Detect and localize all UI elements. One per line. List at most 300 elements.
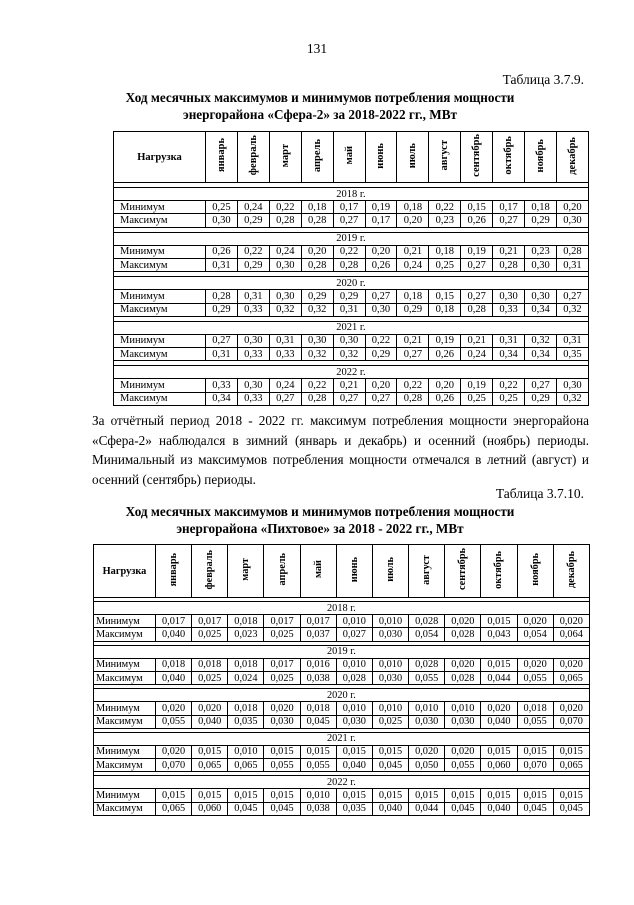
value-cell: 0,020 bbox=[517, 615, 553, 628]
row-label: Минимум bbox=[114, 379, 206, 392]
value-cell: 0,030 bbox=[372, 628, 408, 641]
column-header-month bbox=[237, 132, 269, 183]
value-cell: 0,035 bbox=[228, 715, 264, 728]
table-row bbox=[114, 392, 589, 405]
value-cell: 0,24 bbox=[269, 379, 301, 392]
value-cell: 0,30 bbox=[237, 334, 269, 347]
value-cell: 0,31 bbox=[269, 334, 301, 347]
value-cell: 0,054 bbox=[517, 628, 553, 641]
month-label: май bbox=[312, 560, 324, 579]
value-cell: 0,32 bbox=[556, 303, 588, 316]
value-cell: 0,32 bbox=[556, 392, 588, 405]
value-cell: 0,015 bbox=[264, 745, 300, 758]
value-cell: 0,020 bbox=[264, 702, 300, 715]
column-header-month bbox=[365, 132, 397, 183]
value-cell: 0,21 bbox=[333, 379, 365, 392]
month-label: ноябрь bbox=[529, 553, 541, 586]
value-cell: 0,017 bbox=[300, 615, 336, 628]
value-cell: 0,015 bbox=[445, 789, 481, 802]
value-cell: 0,30 bbox=[525, 258, 557, 271]
value-cell: 0,018 bbox=[192, 658, 228, 671]
value-cell: 0,045 bbox=[553, 802, 589, 815]
value-cell: 0,010 bbox=[445, 702, 481, 715]
value-cell: 0,34 bbox=[525, 348, 557, 361]
value-cell: 0,17 bbox=[333, 201, 365, 214]
column-header-month bbox=[517, 545, 553, 598]
value-cell: 0,25 bbox=[429, 258, 461, 271]
value-cell: 0,015 bbox=[517, 789, 553, 802]
value-cell: 0,34 bbox=[493, 348, 525, 361]
value-cell: 0,028 bbox=[409, 615, 445, 628]
column-header-month bbox=[461, 132, 493, 183]
value-cell: 0,27 bbox=[461, 290, 493, 303]
value-cell: 0,030 bbox=[409, 715, 445, 728]
value-cell: 0,024 bbox=[228, 671, 264, 684]
column-header-month bbox=[556, 132, 588, 183]
column-header-month bbox=[429, 132, 461, 183]
row-label: Максимум bbox=[94, 802, 156, 815]
value-cell: 0,21 bbox=[493, 245, 525, 258]
value-cell: 0,028 bbox=[445, 671, 481, 684]
value-cell: 0,23 bbox=[525, 245, 557, 258]
value-cell: 0,055 bbox=[445, 759, 481, 772]
table-row bbox=[114, 334, 589, 347]
value-cell: 0,035 bbox=[336, 802, 372, 815]
value-cell: 0,25 bbox=[461, 392, 493, 405]
table-row bbox=[94, 702, 590, 715]
value-cell: 0,015 bbox=[372, 789, 408, 802]
value-cell: 0,30 bbox=[269, 258, 301, 271]
body-paragraph: За отчётный период 2018 - 2022 гг. максимум потребления мощности энергорайона «Сфера-2» наблюдался в зимний (январь и декабрь) и осенний (ноябрь) периоды. Минимальный из максимумов потребления мощности отмечался в летний (август) и осенний (сентябрь) периоды. bbox=[92, 413, 589, 487]
row-label: Максимум bbox=[114, 214, 206, 227]
value-cell: 0,015 bbox=[336, 789, 372, 802]
table-row bbox=[114, 214, 589, 227]
value-cell: 0,19 bbox=[365, 201, 397, 214]
table-row bbox=[94, 671, 590, 684]
value-cell: 0,28 bbox=[269, 214, 301, 227]
value-cell: 0,22 bbox=[237, 245, 269, 258]
column-header-load: Нагрузка bbox=[114, 132, 206, 183]
value-cell: 0,017 bbox=[264, 615, 300, 628]
value-cell: 0,30 bbox=[493, 290, 525, 303]
value-cell: 0,065 bbox=[228, 759, 264, 772]
table-row bbox=[94, 658, 590, 671]
value-cell: 0,31 bbox=[237, 290, 269, 303]
value-cell: 0,060 bbox=[192, 802, 228, 815]
value-cell: 0,065 bbox=[553, 671, 589, 684]
value-cell: 0,24 bbox=[237, 201, 269, 214]
value-cell: 0,030 bbox=[264, 715, 300, 728]
value-cell: 0,038 bbox=[300, 802, 336, 815]
value-cell: 0,33 bbox=[237, 348, 269, 361]
column-header-month bbox=[409, 545, 445, 598]
value-cell: 0,29 bbox=[333, 290, 365, 303]
value-cell: 0,22 bbox=[429, 201, 461, 214]
value-cell: 0,020 bbox=[156, 702, 192, 715]
value-cell: 0,040 bbox=[156, 671, 192, 684]
value-cell: 0,27 bbox=[269, 392, 301, 405]
table2-title-line1: Ход месячных максимумов и минимумов потребления мощности bbox=[125, 504, 515, 519]
value-cell: 0,28 bbox=[556, 245, 588, 258]
value-cell: 0,018 bbox=[517, 702, 553, 715]
value-cell: 0,020 bbox=[481, 702, 517, 715]
value-cell: 0,28 bbox=[461, 303, 493, 316]
month-label: февраль bbox=[247, 135, 259, 176]
value-cell: 0,044 bbox=[481, 671, 517, 684]
value-cell: 0,15 bbox=[461, 201, 493, 214]
row-label: Максимум bbox=[94, 759, 156, 772]
value-cell: 0,030 bbox=[372, 671, 408, 684]
value-cell: 0,055 bbox=[300, 759, 336, 772]
value-cell: 0,015 bbox=[156, 789, 192, 802]
value-cell: 0,27 bbox=[556, 290, 588, 303]
month-label: февраль bbox=[204, 549, 216, 590]
value-cell: 0,020 bbox=[192, 702, 228, 715]
table-row bbox=[114, 258, 589, 271]
value-cell: 0,015 bbox=[409, 789, 445, 802]
value-cell: 0,26 bbox=[429, 392, 461, 405]
year-label: 2021 г. bbox=[114, 321, 589, 334]
value-cell: 0,18 bbox=[429, 303, 461, 316]
row-label: Минимум bbox=[94, 745, 156, 758]
table-row bbox=[94, 628, 590, 641]
column-header-month bbox=[493, 132, 525, 183]
year-label: 2022 г. bbox=[114, 366, 589, 379]
value-cell: 0,018 bbox=[228, 658, 264, 671]
value-cell: 0,027 bbox=[336, 628, 372, 641]
value-cell: 0,010 bbox=[372, 658, 408, 671]
value-cell: 0,015 bbox=[300, 745, 336, 758]
value-cell: 0,20 bbox=[365, 379, 397, 392]
value-cell: 0,27 bbox=[397, 348, 429, 361]
month-label: декабрь bbox=[565, 550, 577, 589]
value-cell: 0,30 bbox=[237, 379, 269, 392]
column-header-month bbox=[269, 132, 301, 183]
column-header-month bbox=[206, 132, 238, 183]
month-label: октябрь bbox=[503, 136, 515, 175]
row-label: Максимум bbox=[114, 348, 206, 361]
value-cell: 0,33 bbox=[269, 348, 301, 361]
table2-pikhtovoe bbox=[93, 544, 590, 816]
value-cell: 0,28 bbox=[397, 392, 429, 405]
value-cell: 0,040 bbox=[192, 715, 228, 728]
value-cell: 0,065 bbox=[156, 802, 192, 815]
value-cell: 0,040 bbox=[156, 628, 192, 641]
page-number: 131 bbox=[306, 41, 328, 56]
value-cell: 0,015 bbox=[228, 789, 264, 802]
value-cell: 0,045 bbox=[445, 802, 481, 815]
table-row bbox=[114, 348, 589, 361]
year-row bbox=[114, 188, 589, 201]
value-cell: 0,27 bbox=[493, 214, 525, 227]
value-cell: 0,31 bbox=[556, 334, 588, 347]
column-header-month bbox=[336, 545, 372, 598]
value-cell: 0,015 bbox=[192, 789, 228, 802]
value-cell: 0,010 bbox=[300, 789, 336, 802]
value-cell: 0,15 bbox=[429, 290, 461, 303]
value-cell: 0,064 bbox=[553, 628, 589, 641]
table-row bbox=[94, 802, 590, 815]
row-label: Максимум bbox=[114, 258, 206, 271]
value-cell: 0,055 bbox=[517, 671, 553, 684]
value-cell: 0,015 bbox=[553, 789, 589, 802]
value-cell: 0,27 bbox=[333, 392, 365, 405]
year-label: 2020 г. bbox=[94, 689, 590, 702]
value-cell: 0,010 bbox=[336, 702, 372, 715]
value-cell: 0,025 bbox=[192, 671, 228, 684]
value-cell: 0,28 bbox=[301, 392, 333, 405]
value-cell: 0,015 bbox=[553, 745, 589, 758]
value-cell: 0,21 bbox=[397, 245, 429, 258]
value-cell: 0,34 bbox=[525, 303, 557, 316]
value-cell: 0,21 bbox=[397, 334, 429, 347]
year-row bbox=[94, 645, 590, 658]
value-cell: 0,015 bbox=[481, 745, 517, 758]
month-label: апрель bbox=[311, 138, 323, 173]
value-cell: 0,020 bbox=[553, 658, 589, 671]
value-cell: 0,35 bbox=[556, 348, 588, 361]
month-label: июль bbox=[385, 557, 397, 582]
value-cell: 0,30 bbox=[525, 290, 557, 303]
row-label: Минимум bbox=[114, 201, 206, 214]
value-cell: 0,015 bbox=[192, 745, 228, 758]
table-row bbox=[114, 379, 589, 392]
value-cell: 0,23 bbox=[429, 214, 461, 227]
row-label: Минимум bbox=[94, 702, 156, 715]
header-row bbox=[94, 545, 590, 598]
table-row bbox=[94, 759, 590, 772]
value-cell: 0,28 bbox=[333, 258, 365, 271]
value-cell: 0,18 bbox=[429, 245, 461, 258]
value-cell: 0,30 bbox=[269, 290, 301, 303]
column-header-month bbox=[192, 545, 228, 598]
row-label: Минимум bbox=[94, 789, 156, 802]
column-header-month bbox=[553, 545, 589, 598]
column-header-load: Нагрузка bbox=[94, 545, 156, 598]
value-cell: 0,22 bbox=[397, 379, 429, 392]
value-cell: 0,32 bbox=[333, 348, 365, 361]
value-cell: 0,017 bbox=[192, 615, 228, 628]
month-label: январь bbox=[168, 552, 180, 587]
value-cell: 0,010 bbox=[372, 615, 408, 628]
value-cell: 0,020 bbox=[445, 658, 481, 671]
value-cell: 0,055 bbox=[264, 759, 300, 772]
value-cell: 0,010 bbox=[372, 702, 408, 715]
value-cell: 0,27 bbox=[333, 214, 365, 227]
value-cell: 0,29 bbox=[397, 303, 429, 316]
table-row bbox=[94, 745, 590, 758]
value-cell: 0,045 bbox=[264, 802, 300, 815]
table1-title-line1: Ход месячных максимумов и минимумов потребления мощности bbox=[125, 90, 515, 105]
month-label: сентябрь bbox=[471, 134, 483, 177]
value-cell: 0,32 bbox=[301, 303, 333, 316]
value-cell: 0,020 bbox=[553, 615, 589, 628]
value-cell: 0,045 bbox=[228, 802, 264, 815]
value-cell: 0,26 bbox=[206, 245, 238, 258]
value-cell: 0,28 bbox=[301, 258, 333, 271]
value-cell: 0,018 bbox=[300, 702, 336, 715]
month-label: январь bbox=[215, 138, 227, 173]
value-cell: 0,25 bbox=[206, 201, 238, 214]
value-cell: 0,044 bbox=[409, 802, 445, 815]
month-label: май bbox=[343, 146, 355, 165]
value-cell: 0,29 bbox=[365, 348, 397, 361]
value-cell: 0,29 bbox=[237, 258, 269, 271]
row-label: Максимум bbox=[94, 715, 156, 728]
value-cell: 0,20 bbox=[556, 201, 588, 214]
table2-title bbox=[60, 503, 580, 537]
value-cell: 0,065 bbox=[192, 759, 228, 772]
value-cell: 0,030 bbox=[336, 715, 372, 728]
value-cell: 0,27 bbox=[461, 258, 493, 271]
value-cell: 0,017 bbox=[156, 615, 192, 628]
table1-title bbox=[60, 89, 580, 123]
value-cell: 0,22 bbox=[365, 334, 397, 347]
row-label: Минимум bbox=[114, 334, 206, 347]
month-label: апрель bbox=[276, 553, 288, 586]
value-cell: 0,18 bbox=[397, 290, 429, 303]
value-cell: 0,31 bbox=[493, 334, 525, 347]
value-cell: 0,26 bbox=[365, 258, 397, 271]
value-cell: 0,19 bbox=[429, 334, 461, 347]
value-cell: 0,025 bbox=[192, 628, 228, 641]
year-label: 2022 г. bbox=[94, 776, 590, 789]
value-cell: 0,21 bbox=[461, 334, 493, 347]
table-row bbox=[114, 303, 589, 316]
column-header-month bbox=[228, 545, 264, 598]
value-cell: 0,19 bbox=[461, 379, 493, 392]
year-row bbox=[114, 232, 589, 245]
year-row bbox=[94, 689, 590, 702]
value-cell: 0,26 bbox=[429, 348, 461, 361]
value-cell: 0,27 bbox=[365, 392, 397, 405]
value-cell: 0,24 bbox=[461, 348, 493, 361]
value-cell: 0,018 bbox=[156, 658, 192, 671]
month-label: март bbox=[279, 143, 291, 168]
value-cell: 0,040 bbox=[336, 759, 372, 772]
table1-caption: Таблица 3.7.9. bbox=[502, 72, 584, 87]
table2-caption: Таблица 3.7.10. bbox=[495, 486, 584, 501]
value-cell: 0,27 bbox=[206, 334, 238, 347]
header-row bbox=[114, 132, 589, 183]
year-label: 2019 г. bbox=[114, 232, 589, 245]
value-cell: 0,30 bbox=[301, 334, 333, 347]
value-cell: 0,010 bbox=[336, 615, 372, 628]
value-cell: 0,010 bbox=[336, 658, 372, 671]
value-cell: 0,055 bbox=[409, 671, 445, 684]
value-cell: 0,22 bbox=[301, 379, 333, 392]
value-cell: 0,016 bbox=[300, 658, 336, 671]
column-header-month bbox=[264, 545, 300, 598]
value-cell: 0,31 bbox=[333, 303, 365, 316]
column-header-month bbox=[445, 545, 481, 598]
value-cell: 0,060 bbox=[481, 759, 517, 772]
value-cell: 0,33 bbox=[206, 379, 238, 392]
row-label: Максимум bbox=[114, 392, 206, 405]
month-label: август bbox=[439, 140, 451, 171]
value-cell: 0,32 bbox=[525, 334, 557, 347]
value-cell: 0,26 bbox=[461, 214, 493, 227]
year-label: 2021 г. bbox=[94, 732, 590, 745]
year-row bbox=[94, 732, 590, 745]
year-row bbox=[114, 321, 589, 334]
value-cell: 0,29 bbox=[525, 214, 557, 227]
value-cell: 0,015 bbox=[481, 789, 517, 802]
value-cell: 0,017 bbox=[264, 658, 300, 671]
value-cell: 0,045 bbox=[372, 759, 408, 772]
row-label: Максимум bbox=[94, 628, 156, 641]
value-cell: 0,28 bbox=[301, 214, 333, 227]
value-cell: 0,020 bbox=[517, 658, 553, 671]
value-cell: 0,020 bbox=[156, 745, 192, 758]
value-cell: 0,020 bbox=[409, 745, 445, 758]
row-label: Минимум bbox=[114, 290, 206, 303]
value-cell: 0,27 bbox=[365, 290, 397, 303]
value-cell: 0,22 bbox=[269, 201, 301, 214]
column-header-month bbox=[481, 545, 517, 598]
value-cell: 0,32 bbox=[301, 348, 333, 361]
value-cell: 0,33 bbox=[237, 392, 269, 405]
month-label: декабрь bbox=[566, 136, 578, 175]
value-cell: 0,31 bbox=[206, 258, 238, 271]
year-label: 2018 г. bbox=[94, 602, 590, 615]
value-cell: 0,20 bbox=[429, 379, 461, 392]
value-cell: 0,023 bbox=[228, 628, 264, 641]
value-cell: 0,070 bbox=[517, 759, 553, 772]
value-cell: 0,31 bbox=[556, 258, 588, 271]
value-cell: 0,25 bbox=[493, 392, 525, 405]
row-label: Минимум bbox=[114, 245, 206, 258]
value-cell: 0,29 bbox=[525, 392, 557, 405]
value-cell: 0,040 bbox=[372, 802, 408, 815]
row-label: Максимум bbox=[114, 303, 206, 316]
value-cell: 0,30 bbox=[556, 214, 588, 227]
value-cell: 0,18 bbox=[397, 201, 429, 214]
value-cell: 0,20 bbox=[301, 245, 333, 258]
value-cell: 0,33 bbox=[237, 303, 269, 316]
value-cell: 0,030 bbox=[445, 715, 481, 728]
value-cell: 0,015 bbox=[372, 745, 408, 758]
column-header-month bbox=[372, 545, 408, 598]
value-cell: 0,065 bbox=[553, 759, 589, 772]
value-cell: 0,037 bbox=[300, 628, 336, 641]
value-cell: 0,27 bbox=[525, 379, 557, 392]
value-cell: 0,015 bbox=[517, 745, 553, 758]
table-row bbox=[94, 715, 590, 728]
year-row bbox=[114, 277, 589, 290]
column-header-month bbox=[525, 132, 557, 183]
column-header-month bbox=[397, 132, 429, 183]
value-cell: 0,054 bbox=[409, 628, 445, 641]
value-cell: 0,33 bbox=[493, 303, 525, 316]
value-cell: 0,17 bbox=[365, 214, 397, 227]
value-cell: 0,20 bbox=[365, 245, 397, 258]
value-cell: 0,050 bbox=[409, 759, 445, 772]
year-label: 2018 г. bbox=[114, 188, 589, 201]
column-header-month bbox=[156, 545, 192, 598]
table1-sfera2 bbox=[113, 131, 589, 406]
value-cell: 0,045 bbox=[517, 802, 553, 815]
value-cell: 0,24 bbox=[269, 245, 301, 258]
value-cell: 0,018 bbox=[228, 615, 264, 628]
table-row bbox=[114, 290, 589, 303]
value-cell: 0,28 bbox=[206, 290, 238, 303]
value-cell: 0,29 bbox=[301, 290, 333, 303]
value-cell: 0,025 bbox=[372, 715, 408, 728]
value-cell: 0,028 bbox=[409, 658, 445, 671]
month-label: октябрь bbox=[493, 550, 505, 589]
value-cell: 0,18 bbox=[525, 201, 557, 214]
